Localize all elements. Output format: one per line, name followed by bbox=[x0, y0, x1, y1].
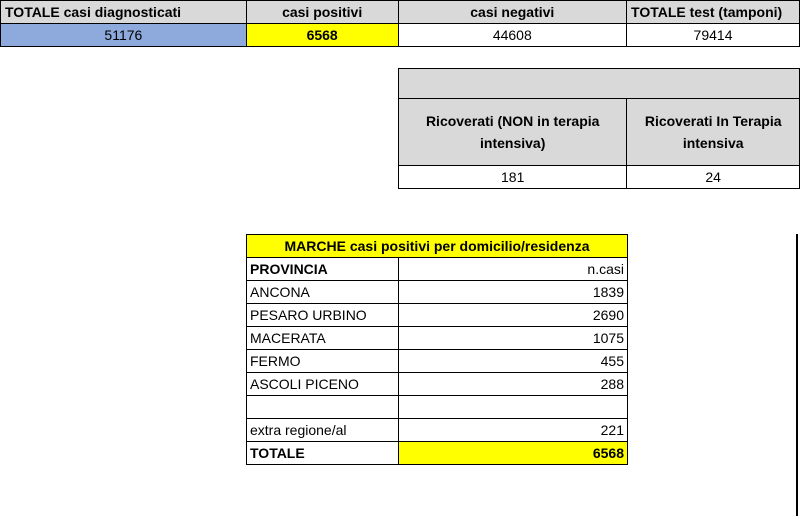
hospital-value-non-icu[interactable]: 181 bbox=[399, 166, 627, 189]
table-row bbox=[247, 327, 628, 350]
hospital-value-icu[interactable]: 24 bbox=[627, 166, 800, 189]
summary-header-row bbox=[1, 1, 800, 24]
grid-edge-line bbox=[796, 234, 798, 516]
empty-cell[interactable] bbox=[247, 396, 399, 419]
summary-header-negative: casi negativi bbox=[398, 1, 627, 24]
province-cases[interactable]: 455 bbox=[399, 350, 628, 373]
hospital-table bbox=[398, 68, 800, 189]
province-cases[interactable]: 288 bbox=[399, 373, 628, 396]
summary-value-total-tests[interactable]: 79414 bbox=[627, 24, 800, 47]
hospital-blank-row bbox=[399, 69, 800, 99]
province-name[interactable]: FERMO bbox=[247, 350, 399, 373]
province-header-row bbox=[247, 258, 628, 281]
extra-region-row bbox=[247, 419, 628, 442]
extra-region-label[interactable]: extra regione/al bbox=[247, 419, 399, 442]
total-cases[interactable]: 6568 bbox=[399, 442, 628, 465]
total-label[interactable]: TOTALE bbox=[247, 442, 399, 465]
hospital-header-icu: Ricoverati In Terapia intensiva bbox=[627, 99, 800, 166]
province-cases[interactable]: 1839 bbox=[399, 281, 628, 304]
province-name[interactable]: MACERATA bbox=[247, 327, 399, 350]
province-header-cases: n.casi bbox=[399, 258, 628, 281]
extra-region-cases[interactable]: 221 bbox=[399, 419, 628, 442]
province-table bbox=[246, 234, 628, 465]
summary-value-total-cases[interactable]: 51176 bbox=[1, 24, 247, 47]
hospital-header-row bbox=[399, 99, 800, 166]
province-name[interactable]: ANCONA bbox=[247, 281, 399, 304]
table-row bbox=[247, 281, 628, 304]
empty-cell[interactable] bbox=[399, 396, 628, 419]
summary-value-negative[interactable]: 44608 bbox=[398, 24, 627, 47]
province-title-row bbox=[247, 235, 628, 258]
province-name[interactable]: ASCOLI PICENO bbox=[247, 373, 399, 396]
table-row bbox=[247, 350, 628, 373]
table-row bbox=[247, 304, 628, 327]
summary-header-total-tests: TOTALE test (tamponi) bbox=[627, 1, 800, 24]
summary-value-positive[interactable]: 6568 bbox=[246, 24, 398, 47]
summary-header-total-cases: TOTALE casi diagnosticati bbox=[1, 1, 247, 24]
table-row bbox=[247, 373, 628, 396]
total-row bbox=[247, 442, 628, 465]
summary-header-positive: casi positivi bbox=[246, 1, 398, 24]
hospital-header-non-icu: Ricoverati (NON in terapia intensiva) bbox=[399, 99, 627, 166]
hospital-value-row bbox=[399, 166, 800, 189]
hospital-blank-cell bbox=[399, 69, 800, 99]
province-cases[interactable]: 2690 bbox=[399, 304, 628, 327]
summary-table bbox=[0, 0, 800, 47]
empty-row bbox=[247, 396, 628, 419]
province-name[interactable]: PESARO URBINO bbox=[247, 304, 399, 327]
summary-value-row bbox=[1, 24, 800, 47]
province-table-title: MARCHE casi positivi per domicilio/residenza bbox=[247, 235, 628, 258]
province-header-name: PROVINCIA bbox=[247, 258, 399, 281]
province-cases[interactable]: 1075 bbox=[399, 327, 628, 350]
